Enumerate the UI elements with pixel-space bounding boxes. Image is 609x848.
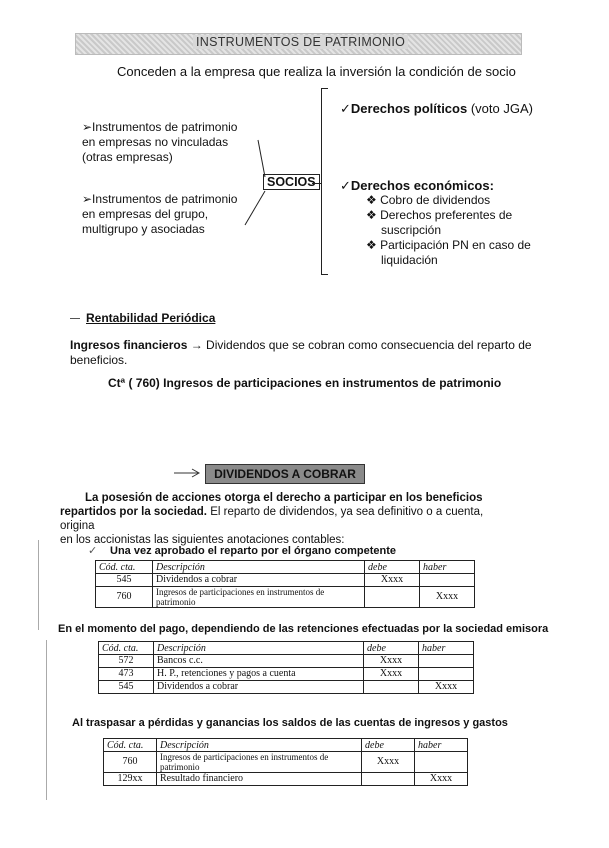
table-row [96, 574, 475, 587]
item2-line3: multigrupo y asociadas [82, 222, 205, 236]
item1-line1: ➢Instrumentos de patrimonio [82, 120, 238, 134]
ingresos-text: → Dividendos que se cobran como consecuencia del reparto de [190, 338, 532, 352]
dividendos-heading: DIVIDENDOS A COBRAR [205, 464, 365, 484]
item1-line3: (otras empresas) [82, 150, 173, 164]
col-desc: Descripción [153, 561, 365, 574]
col-debe: debe [362, 739, 415, 752]
economic-item: suscripción [381, 223, 442, 237]
item1-line2: en empresas no vinculadas [82, 135, 229, 149]
political-rights-label: ✓Derechos políticos [340, 101, 468, 116]
col-haber: haber [415, 739, 468, 752]
dividendos-p3: en los accionistas las siguientes anotaciones contables: [60, 534, 345, 546]
economic-rights-list [366, 193, 531, 268]
economic-item: ❖ Cobro de dividendos [366, 193, 491, 207]
instrument-item-group [82, 192, 237, 237]
col-desc: Descripción [154, 642, 364, 655]
economic-rights-label: ✓Derechos económicos: [340, 178, 494, 193]
cell-desc: Dividendos a cobrar [153, 574, 365, 587]
margin-mark [46, 640, 47, 800]
economic-item: ❖ Participación PN en caso de [366, 238, 531, 252]
cell-desc: H. P., retenciones y pagos a cuenta [154, 668, 364, 681]
cell-cod: 572 [99, 655, 154, 668]
col-debe: debe [364, 642, 419, 655]
section1-title: Una vez aprobado el reparto por el órgano competente [110, 545, 397, 557]
cell-desc: Ingresos de participaciones en instrumentos de patrimonio [157, 752, 362, 773]
dividendos-paragraph [60, 491, 520, 547]
cell-desc: Resultado financiero [157, 773, 362, 786]
cell-debe: Xxxx [362, 752, 415, 773]
table-header-row [99, 642, 474, 655]
ingresos-text2: beneficios. [70, 353, 128, 367]
economic-item: ❖ Derechos preferentes de [366, 208, 513, 222]
cell-cod: 760 [104, 752, 157, 773]
rights-bracket [321, 88, 328, 275]
table-row [99, 681, 474, 694]
cell-desc: Bancos c.c. [154, 655, 364, 668]
check-mark-icon: ✓ [88, 545, 98, 557]
cell-haber [415, 752, 468, 773]
cell-desc: Dividendos a cobrar [154, 681, 364, 694]
col-cod: Cód. cta. [104, 739, 157, 752]
item2-line1: ➢Instrumentos de patrimonio [82, 192, 238, 206]
cell-debe [364, 681, 419, 694]
rentabilidad-heading: Rentabilidad Periódica [86, 311, 216, 325]
ingresos-paragraph [70, 338, 550, 368]
cell-cod: 545 [99, 681, 154, 694]
table-header-row [96, 561, 475, 574]
col-cod: Cód. cta. [99, 642, 154, 655]
instrument-item-unlinked [82, 120, 237, 165]
cell-debe: Xxxx [364, 655, 419, 668]
cell-desc: Ingresos de participaciones en instrumentos de patrimonio [153, 587, 365, 608]
dividendos-p2: repartidos por la sociedad. [60, 506, 207, 518]
section3-title: Al traspasar a pérdidas y ganancias los saldos de las cuentas de ingresos y gastos [72, 717, 508, 729]
cell-haber [420, 574, 475, 587]
cell-haber [419, 668, 474, 681]
col-cod: Cód. cta. [96, 561, 153, 574]
table-row [99, 655, 474, 668]
cell-cod: 129xx [104, 773, 157, 786]
cell-haber: Xxxx [415, 773, 468, 786]
arrow-icon [172, 467, 202, 479]
page-title: INSTRUMENTOS DE PATRIMONIO [193, 35, 408, 49]
cell-haber [419, 655, 474, 668]
cell-debe [362, 773, 415, 786]
ledger-table-2 [98, 641, 474, 694]
col-haber: haber [420, 561, 475, 574]
ledger-table-3 [103, 738, 468, 786]
ingresos-label: Ingresos financieros [70, 338, 188, 352]
col-debe: debe [365, 561, 420, 574]
margin-mark [38, 540, 39, 630]
table-row [104, 752, 468, 773]
political-rights-note: (voto JGA) [470, 101, 533, 116]
cuenta-760: Ctª ( 760) Ingresos de participaciones en instrumentos de patrimonio [108, 376, 502, 390]
cell-debe: Xxxx [364, 668, 419, 681]
table-header-row [104, 739, 468, 752]
economic-item: liquidación [381, 253, 438, 267]
dash-mark [70, 318, 80, 319]
cell-cod: 473 [99, 668, 154, 681]
dividendos-p1: La posesión de acciones otorga el derecho a participar en los beneficios [85, 492, 483, 504]
political-rights [340, 101, 533, 117]
socios-box: SOCIOS [263, 174, 320, 190]
col-haber: haber [419, 642, 474, 655]
dividendos-p2b: El reparto de dividendos, ya sea definitivo o a cuenta, origina [60, 506, 484, 532]
cell-debe [365, 587, 420, 608]
cell-haber: Xxxx [420, 587, 475, 608]
table-row [96, 587, 475, 608]
section2-title: En el momento del pago, dependiendo de las retenciones efectuadas por la sociedad emisora [58, 623, 549, 635]
ledger-table-1 [95, 560, 475, 608]
col-desc: Descripción [157, 739, 362, 752]
item2-line2: en empresas del grupo, [82, 207, 209, 221]
cell-haber: Xxxx [419, 681, 474, 694]
table-row [99, 668, 474, 681]
cell-cod: 760 [96, 587, 153, 608]
intro-text: Conceden a la empresa que realiza la inversión la condición de socio [117, 64, 516, 79]
cell-debe: Xxxx [365, 574, 420, 587]
table-row [104, 773, 468, 786]
cell-cod: 545 [96, 574, 153, 587]
